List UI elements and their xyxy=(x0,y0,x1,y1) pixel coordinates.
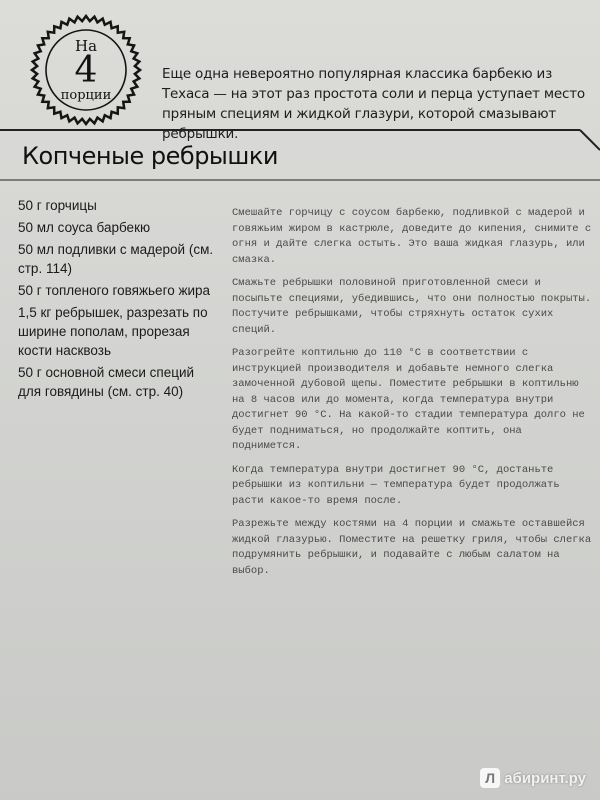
badge-servings-number: 4 xyxy=(74,49,98,91)
ingredient-item: 1,5 кг ребрышек, разрезать по ширине пополам, прорезая кости насквозь xyxy=(18,305,208,358)
ingredient-item: 50 г топленого говяжьего жира xyxy=(18,283,211,298)
watermark-logo-icon: Л xyxy=(480,768,500,788)
recipe-title: Копченые ребрышки xyxy=(22,142,278,170)
watermark xyxy=(480,768,586,788)
ingredient-item: 50 мл подливки с мадерой (см. стр. 114) xyxy=(18,242,214,276)
method-steps xyxy=(232,206,594,587)
ingredient-item: 50 мл соуса барбекю xyxy=(18,220,151,235)
servings-badge xyxy=(30,14,142,126)
ingredient-item: 50 г основной смеси специй для говядины (см. стр. 40) xyxy=(18,365,195,399)
intro-text: Еще одна невероятно популярная классика барбекю из Техаса — на этот раз простота соли и перца уступает место пряным специям и жидкой глазури, которой смазывают ребрышки. xyxy=(162,66,585,142)
title-banner xyxy=(0,128,600,188)
badge-label-bottom: порции xyxy=(60,87,112,103)
ingredients-list xyxy=(18,196,218,404)
method-step: Смажьте ребрышки половиной приготовленной смеси и посыпьте специями, убедившись, что они полностью покрыты. Постучите ребрышками, чтобы стряхнуть остаток сухих специй. xyxy=(232,277,592,336)
method-step: Разогрейте коптильню до 110 °С в соответствии с инструкцией производителя и добавьте немного слегка замоченной дубовой щепы. Поместите ребрышки в коптильню на 8 часов или до момента, когда температура внутри достигнет 90 °С. На какой-то стадии температура долго не будет подниматься, но продолжайте коптить, она поднимется. xyxy=(232,347,585,452)
method-step: Разрежьте между костями на 4 порции и смажьте оставшейся жидкой глазурью. Поместите на решетку гриля, чтобы слегка подрумянить ребрышки, и подавайте с любым салатом на выбор. xyxy=(232,518,592,577)
method-step: Смешайте горчицу с соусом барбекю, подливкой с мадерой и говяжьим жиром в кастрюле, доведите до кипения, снимите с огня и дайте слегка остыть. Это ваша жидкая глазурь, или смазка. xyxy=(232,207,592,266)
badge-label-top: На xyxy=(74,36,98,55)
watermark-text: абиринт.ру xyxy=(504,769,586,787)
method-step: Когда температура внутри достигнет 90 °С, достаньте ребрышки из коптильни — температура будет продолжать расти какое-то время после. xyxy=(232,463,560,507)
ingredient-item: 50 г горчицы xyxy=(18,198,97,213)
